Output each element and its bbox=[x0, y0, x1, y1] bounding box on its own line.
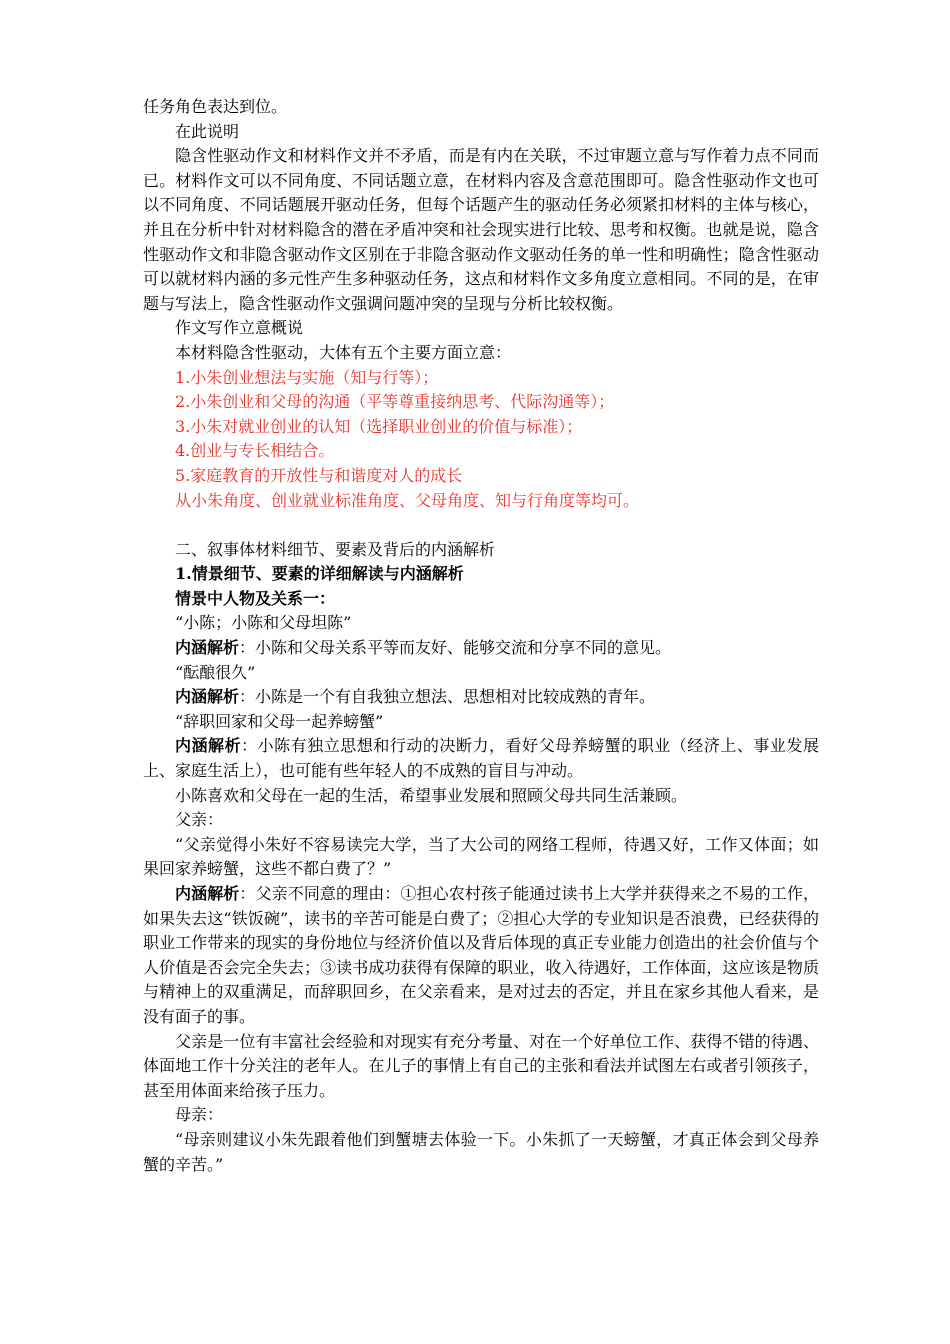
theme-item: 4.创业与专长相结合。 bbox=[175, 441, 335, 461]
theme-item: 5.家庭教育的开放性与和谐度对人的成长 bbox=[175, 465, 463, 485]
analysis-text: ：父亲不同意的理由：①担心农村孩子能通过读书上大学并获得来之不易的工作，如果失去这“铁饭碗”，读书的辛苦可能是白费了；②担心大学的专业知识是否浪费，已经获得的职业工作带来的现实的身份地位与经济价值以及背后体现的真正专业能力创造出的社会价值与个人价值是否会完全失去；③读书成功获得有保障的职业，收入待遇好，工作体面，这应该是物质与精神上的双重满足，而辞职回乡，在父亲看来，是对过去的否定，并且在家乡其他人看来，是没有面子的事。 bbox=[143, 884, 819, 1026]
section-subheading: 1.情景细节、要素的详细解读与内涵解析 bbox=[175, 564, 464, 584]
analysis-label: 内涵解析 bbox=[175, 736, 242, 756]
paragraph: 隐含性驱动作文和材料作文并不矛盾，而是有内在关联，不过审题立意与写作着力点不同而已。材料作文可以不同角度、不同话题立意，在材料内容及含意范围即可。隐含性驱动作文也可以不同角度、不同话题展开驱动任务，但每个话题产生的驱动任务必须紧扣材料的主体与核心，并且在分析中针对材料隐含的潜在矛盾冲突和社会现实进行比较、思考和权衡。也就是说，隐含性驱动作文和非隐含驱动作文区别在于非隐含驱动作文驱动任务的单一性和明确性；隐含性驱动可以就材料内涵的多元性产生多种驱动任务，这点和材料作文多角度立意相同。不同的是，在审题与写法上，隐含性驱动作文强调问题冲突的呈现与分析比较权衡。 bbox=[143, 146, 819, 313]
analysis-line bbox=[143, 636, 819, 661]
quote-line: “酝酿很久” bbox=[175, 662, 256, 682]
document-body bbox=[143, 95, 819, 1177]
analysis-text: ：小陈和父母关系平等而友好、能够交流和分享不同的意见。 bbox=[239, 638, 672, 658]
subheading: 作文写作立意概说 bbox=[175, 318, 304, 338]
section-heading: 二、叙事体材料细节、要素及背后的内涵解析 bbox=[175, 539, 496, 559]
analysis-label: 内涵解析 bbox=[175, 687, 240, 707]
paragraph: 父亲是一位有丰富社会经验和对现实有充分考量、对在一个好单位工作、获得不错的待遇、体面地工作十分关注的老年人。在儿子的事情上有自己的主张和看法并试图左右或者引领孩子，甚至用体面来给孩子压力。 bbox=[143, 1031, 819, 1100]
theme-item: 2.小朱创业和父母的沟通（平等尊重接纳思考、代际沟通等）； bbox=[175, 392, 615, 412]
analysis-paragraph bbox=[143, 734, 819, 783]
text-line: 本材料隐含性驱动，大体有五个主要方面立意： bbox=[175, 342, 512, 362]
analysis-text: ：小陈是一个有自我独立想法、思想相对比较成熟的青年。 bbox=[239, 687, 656, 707]
blank-line bbox=[143, 513, 819, 538]
theme-summary: 从小朱角度、创业就业标准角度、父母角度、知与行角度等均可。 bbox=[175, 490, 640, 510]
analysis-label: 内涵解析 bbox=[175, 638, 240, 658]
quote-line: “辞职回家和父母一起养螃蟹” bbox=[175, 711, 384, 731]
analysis-label: 内涵解析 bbox=[175, 884, 240, 903]
subheading: 父亲： bbox=[175, 810, 224, 830]
quote-paragraph: “母亲则建议小朱先跟着他们到蟹塘去体验一下。小朱抓了一天螃蟹，才真正体会到父母养蟹的辛苦。” bbox=[143, 1129, 819, 1174]
quote-paragraph: “父亲觉得小朱好不容易读完大学，当了大公司的网络工程师，待遇又好，工作又体面；如果回家养螃蟹，这些不都白费了？” bbox=[143, 834, 819, 879]
section-subheading: 情景中人物及关系一： bbox=[175, 588, 336, 608]
subheading: 母亲： bbox=[175, 1105, 224, 1125]
text-line: 任务角色表达到位。 bbox=[143, 97, 288, 116]
quote-line: “小陈；小陈和父母坦陈” bbox=[175, 613, 352, 633]
subheading: 在此说明 bbox=[175, 121, 240, 141]
theme-item: 1.小朱创业想法与实施（知与行等）； bbox=[175, 367, 439, 387]
text-line: 小陈喜欢和父母在一起的生活，希望事业发展和照顾父母共同生活兼顾。 bbox=[175, 785, 688, 805]
analysis-text: ：小陈有独立思想和行动的决断力，看好父母养螃蟹的职业（经济上、事业发展上、家庭生活上），也可能有些年轻人的不成熟的盲目与冲动。 bbox=[143, 736, 819, 781]
theme-item: 3.小朱对就业创业的认知（选择职业创业的价值与标准）； bbox=[175, 416, 583, 436]
analysis-paragraph bbox=[143, 882, 819, 1030]
analysis-line bbox=[143, 685, 819, 710]
